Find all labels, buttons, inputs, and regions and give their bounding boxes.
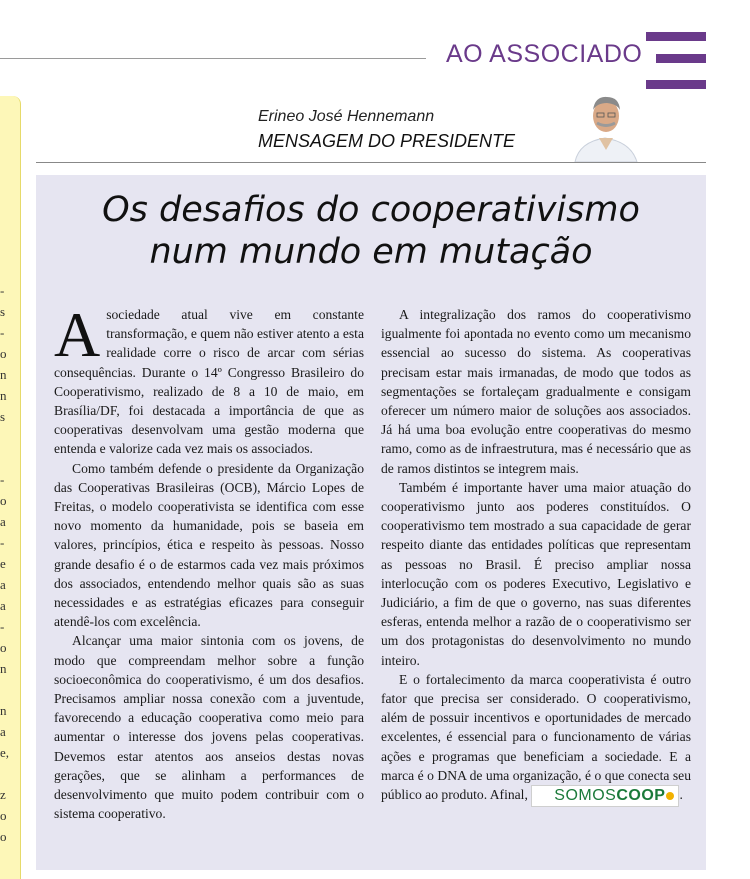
margin-fragment: o <box>0 346 7 361</box>
somoscoop-logo <box>531 785 679 807</box>
margin-fragment: a <box>0 514 6 529</box>
logo-text-coop: COOP <box>616 787 666 805</box>
headline-line-2: num mundo em mutação <box>149 232 593 272</box>
margin-fragment: a <box>0 577 6 592</box>
margin-fragment: n <box>0 661 7 676</box>
paragraph-6-text: E o fortalecimento da marca cooperativista é outro fator que precisa ser considerado. O cooperativismo, além de possuir incentivos e oportunidades de mercado excelentes, é essencial para o funcionamento de várias ações e programas que beneficiam a sociedade. E a marca é o DNA de uma organização, é o que conecta seu público ao produto. Afinal, <box>381 671 691 803</box>
margin-fragment <box>0 679 12 700</box>
article-column-left <box>54 299 364 823</box>
margin-fragment: - <box>0 535 5 550</box>
section-bar-2 <box>656 54 706 63</box>
margin-fragment: s <box>0 304 6 319</box>
drop-cap: A <box>54 299 101 370</box>
margin-fragment <box>0 763 12 784</box>
margin-fragment: - <box>0 472 5 487</box>
paragraph-3: Alcançar uma maior sintonia com os jovens, de modo que compreendam melhor sobre a função socioeconômica do cooperativismo, é um dos desafios. Precisamos ampliar nossa conexão com a juventude, favorecendo a educação cooperativa como meio para aumentar o interesse dos jovens pelas cooperativas. Devemos estar atentos aos anseios destas novas gerações, que se alinham a performances de desenvolvimento que muito podem contribuir com o sistema cooperativo. <box>54 633 364 822</box>
header-bottom-rule <box>36 162 706 163</box>
margin-fragment <box>0 448 12 469</box>
margin-fragment: z <box>0 787 6 802</box>
author-photo <box>571 90 641 162</box>
headline-line-1: Os desafios do cooperativismo <box>102 190 640 230</box>
margin-fragment: - <box>0 325 5 340</box>
section-bar-1 <box>646 32 706 41</box>
margin-fragment: a <box>0 724 6 739</box>
margin-fragment: n <box>0 367 7 382</box>
paragraph-5: Também é importante haver uma maior atuação do cooperativismo junto aos poderes constituídos. O cooperativismo tem mostrado a sua capacidade de gerar respeito diante das entidades políticas que representam as pessoas no Brasil. É preciso ampliar nossa interlocução com os poderes Executivo, Legislativo e Judiciário, a fim de que o governo, nas suas diferentes esferas, entenda melhor a razão de o cooperativismo ser um dos protagonistas do desenvolvimento no mundo inteiro. <box>381 479 691 668</box>
margin-fragment: s <box>0 409 6 424</box>
margin-fragment: n <box>0 388 7 403</box>
margin-fragment <box>0 427 12 448</box>
paragraph-1-text: sociedade atual vive em constante transformação, e quem não estiver atento a esta realidade corre o risco de arcar com sérias consequências. Durante o 14º Congresso Brasileiro do Cooperativismo, realizado de 8 a 10 de maio, em Brasília/DF, foi destacada a importância de que as cooperativas desenvolvam uma gestão moderna que entenda e valorize cada vez mais os associados. <box>54 307 364 457</box>
margin-fragment: - <box>0 283 5 298</box>
margin-fragment: e, <box>0 745 10 760</box>
paragraph-4: A integralização dos ramos do cooperativismo igualmente foi apontada no evento como um mecanismo essencial ao sucesso do sistema. As cooperativas precisam estar mais irmanadas, de modo que todos as segmentações se fortaleçam gradualmente e consigam oferecer um número maior de soluções aos associados. Já há uma boa evolução entre cooperativas do mesmo ramo, como as de infraestrutura, mas é necessário que as de ramos distintos se integrem mais. <box>381 307 691 476</box>
column-subtitle: MENSAGEM DO PRESIDENTE <box>258 131 516 151</box>
paragraph-1 <box>54 299 364 459</box>
margin-fragment: o <box>0 493 7 508</box>
margin-fragment: o <box>0 640 7 655</box>
ending-punctuation: . <box>679 787 683 803</box>
author-name: Erineo José Hennemann <box>258 108 435 125</box>
margin-fragment: - <box>0 619 5 634</box>
margin-fragment: o <box>0 808 7 823</box>
header-rule <box>0 58 426 59</box>
margin-fragment: a <box>0 598 6 613</box>
section-bar-3 <box>646 80 706 89</box>
adjacent-page-text-fragments <box>0 280 12 847</box>
article-headline <box>36 189 706 273</box>
margin-fragment: e <box>0 556 6 571</box>
margin-fragment: n <box>0 703 7 718</box>
logo-text-somos: SOMOS <box>554 787 617 805</box>
section-title: AO ASSOCIADO <box>446 40 643 68</box>
paragraph-6 <box>381 670 691 807</box>
logo-dot-icon <box>666 792 674 800</box>
paragraph-2: Como também defende o presidente da Organização das Cooperativas Brasileiras (OCB), Márcio Lopes de Freitas, o modelo cooperativista se identifica com esse novo momento da humanidade, pois se baseia em valores, princípios, ética e respeito às pessoas. Nosso grande desafio é o de estarmos cada vez mais próximos dos associados, entendendo melhor quais são as suas necessidades e as estratégias eficazes para conseguir atendê-los com excelência. <box>54 460 364 630</box>
article-column-right <box>381 305 691 807</box>
margin-fragment: o <box>0 829 7 844</box>
